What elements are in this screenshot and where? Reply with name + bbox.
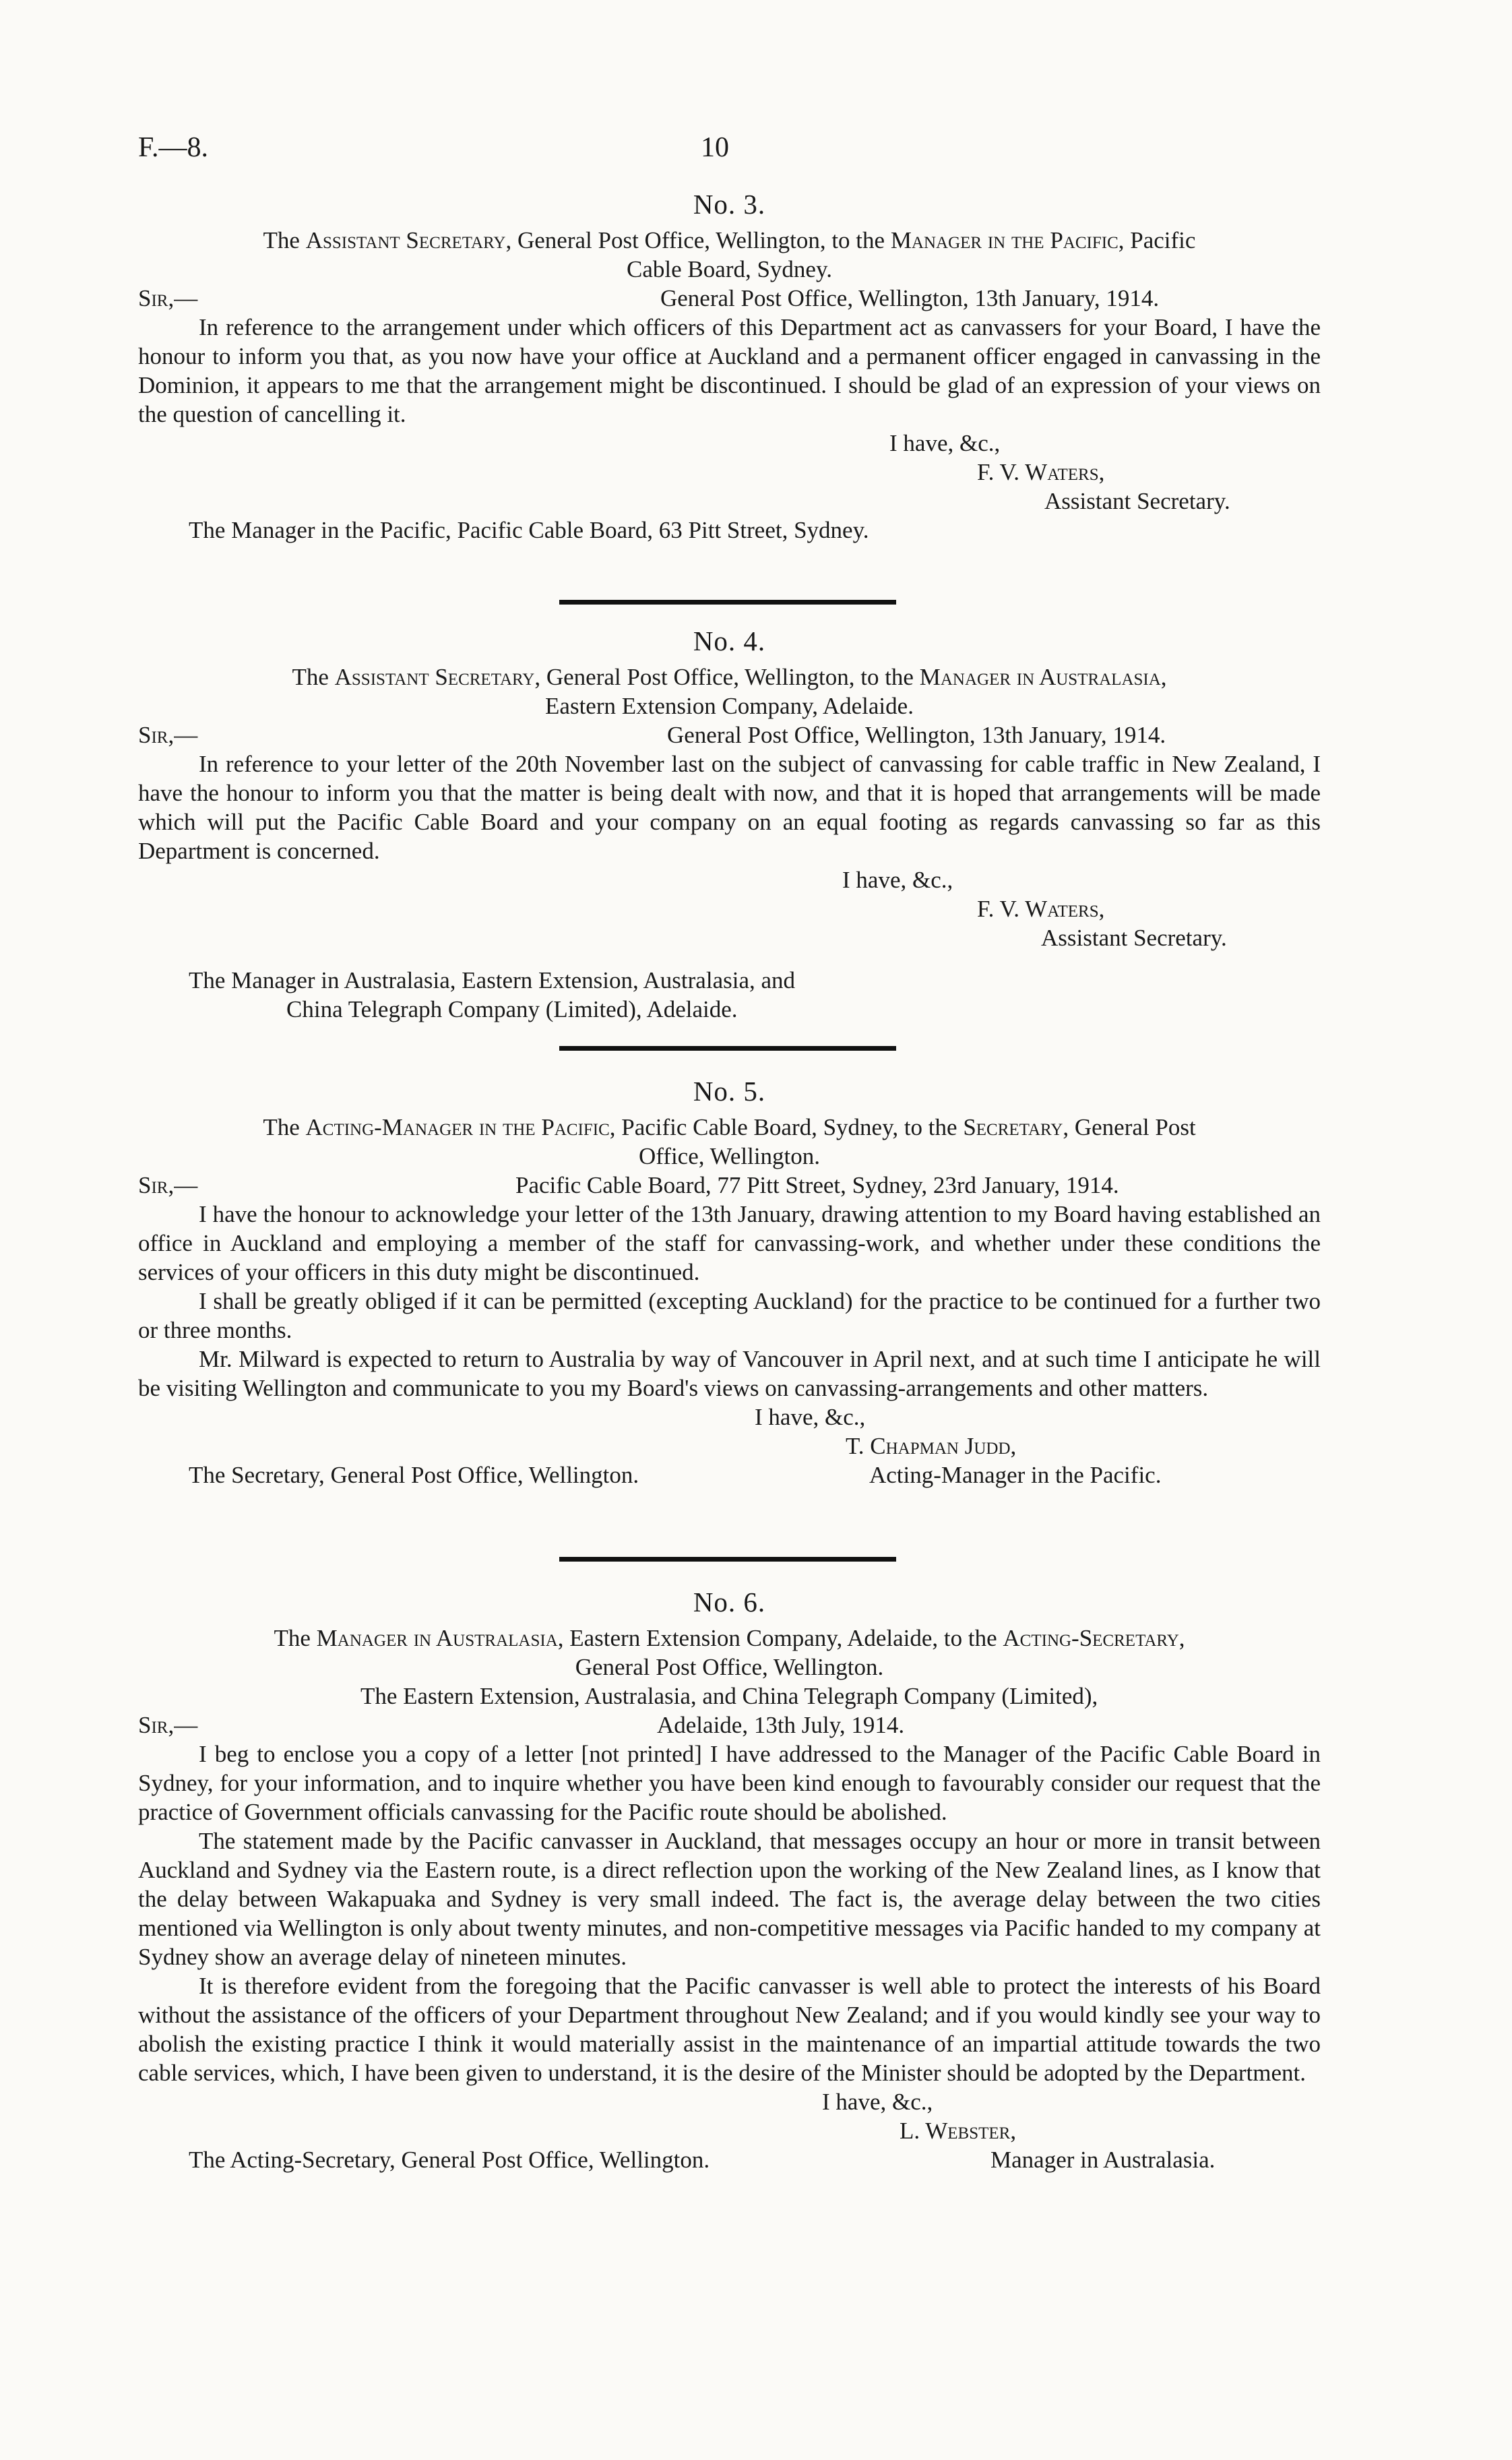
recipient-line2: China Telegraph Company (Limited), Adelaide. <box>286 996 738 1022</box>
signer-title: Assistant Secretary. <box>1041 925 1227 951</box>
letter-paragraph: In reference to the arrangement under which officers of this Department act as canvassers for your Board, I have the honour to inform you that, as you now have your office at Auckland and a permanent officer engaged in canvassing in the Dominion, it appears to me that the arrangement might be discontinued. I should be glad of an expression of your views on the question of cancelling it. <box>138 314 1321 427</box>
letter-number: No. 6. <box>693 1587 766 1618</box>
letter-paragraph: The statement made by the Pacific canvasser in Auckland, that messages occupy an hour or more in transit between Auckland and Sydney via the Eastern route, is a direct reflection upon the working of the New Zealand lines, as I know that the delay between Wakapuaka and Sydney is very small indeed. The fact is, the average delay between the two cities mentioned via Wellington is only about twenty minutes, and non-competitive messages via Pacific handed to my company at Sydney show an average delay of nineteen minutes. <box>138 1828 1321 1970</box>
letter-paragraph: It is therefore evident from the foregoing that the Pacific canvasser is well able to protect the interests of his Board without the assistance of the officers of your Department throughout New Zealand; and if you would kindly see your way to abolish the existing practice I think it would materially assist in the maintenance of an impartial attitude towards the two cable services, which, I have been given to understand, it is the desire of the Minister should be adopted by the Department. <box>138 1973 1321 2086</box>
signer-title: Assistant Secretary. <box>1044 488 1230 514</box>
recipient: The Manager in the Pacific, Pacific Cable Board, 63 Pitt Street, Sydney. <box>189 517 869 543</box>
place-line2: Adelaide, 13th July, 1914. <box>657 1712 905 1738</box>
place-date: General Post Office, Wellington, 13th January, 1914. <box>667 722 1166 748</box>
letter-address-line2: Office, Wellington. <box>638 1143 821 1169</box>
letter-address-line2: Eastern Extension Company, Adelaide. <box>545 693 914 719</box>
recipient: The Manager in Australasia, Eastern Extension, Australasia, and <box>189 967 796 993</box>
section-divider <box>559 1557 896 1562</box>
place-line1: The Eastern Extension, Australasia, and China Telegraph Company (Limited), <box>360 1683 1098 1709</box>
signer-title: Manager in Australasia. <box>990 2147 1216 2173</box>
letter-no-6 <box>138 1588 1321 2174</box>
closing: I have, &c., <box>822 2089 933 2115</box>
letter-no-5 <box>138 1077 1321 1489</box>
section-divider <box>559 600 896 605</box>
signer-name: F. V. Waters, <box>977 459 1105 485</box>
letter-number: No. 4. <box>693 625 766 656</box>
signer-name: L. Webster, <box>900 2118 1017 2144</box>
letter-paragraph: I beg to enclose you a copy of a letter [not printed] I have addressed to the Manager of the Pacific Cable Board in Sydney, for your information, and to inquire whether you have been kind enough to favourably consider our request that the practice of Government officials canvassing for the Pacific route should be abolished. <box>138 1741 1321 1825</box>
closing: I have, &c., <box>889 430 1001 456</box>
salutation: Sir,— <box>138 722 198 748</box>
recipient: The Acting-Secretary, General Post Office, Wellington. <box>189 2147 710 2173</box>
place-date: General Post Office, Wellington, 13th January, 1914. <box>660 285 1160 311</box>
letter-paragraph: In reference to your letter of the 20th November last on the subject of canvassing for cable traffic in New Zealand, I have the honour to inform you that the matter is being dealt with now, and that it is hoped that arrangements will be made which will put the Pacific Cable Board and your company on an equal footing as regards canvassing so far as this Department is concerned. <box>138 751 1321 864</box>
section-divider <box>559 1046 896 1051</box>
letter-address-line2: Cable Board, Sydney. <box>627 256 832 282</box>
letter-address: The Assistant Secretary, General Post Office, Wellington, to the Manager in the Pacific, Pacific <box>263 227 1196 253</box>
signer-title: Acting-Manager in the Pacific. <box>869 1462 1162 1488</box>
salutation: Sir,— <box>138 1172 198 1198</box>
page-number: 10 <box>701 132 729 163</box>
place-date: Pacific Cable Board, 77 Pitt Street, Sydney, 23rd January, 1914. <box>515 1172 1119 1198</box>
letter-address: The Manager in Australasia, Eastern Extension Company, Adelaide, to the Acting-Secretary, <box>274 1625 1185 1651</box>
salutation: Sir,— <box>138 285 198 311</box>
document-reference: F.—8. <box>138 132 208 163</box>
closing: I have, &c., <box>755 1404 866 1430</box>
signer-name: F. V. Waters, <box>977 896 1105 922</box>
recipient: The Secretary, General Post Office, Wellington. <box>189 1462 639 1488</box>
letter-no-4 <box>138 627 1321 1024</box>
letter-no-3 <box>138 190 1321 545</box>
letter-address-line2: General Post Office, Wellington. <box>575 1654 884 1680</box>
letter-paragraph: I have the honour to acknowledge your letter of the 13th January, drawing attention to my Board having established an office in Auckland and employing a member of the staff for canvassing-work, and whether under these conditions the services of your officers in this duty might be discontinued. <box>138 1201 1321 1285</box>
closing: I have, &c., <box>842 867 953 893</box>
letter-number: No. 5. <box>693 1076 766 1107</box>
letter-paragraph: I shall be greatly obliged if it can be permitted (excepting Auckland) for the practice to be continued for a further two or three months. <box>138 1288 1321 1343</box>
letter-number: No. 3. <box>693 189 766 220</box>
letter-address: The Assistant Secretary, General Post Office, Wellington, to the Manager in Australasia, <box>292 664 1167 690</box>
signer-name: T. Chapman Judd, <box>846 1433 1017 1459</box>
letter-paragraph: Mr. Milward is expected to return to Australia by way of Vancouver in April next, and at such time I anticipate he will be visiting Wellington and communicate to you my Board's views on canvassing-arrangements and other matters. <box>138 1346 1321 1401</box>
letter-address: The Acting-Manager in the Pacific, Pacific Cable Board, Sydney, to the Secretary, General Post <box>263 1114 1196 1140</box>
salutation: Sir,— <box>138 1712 198 1738</box>
